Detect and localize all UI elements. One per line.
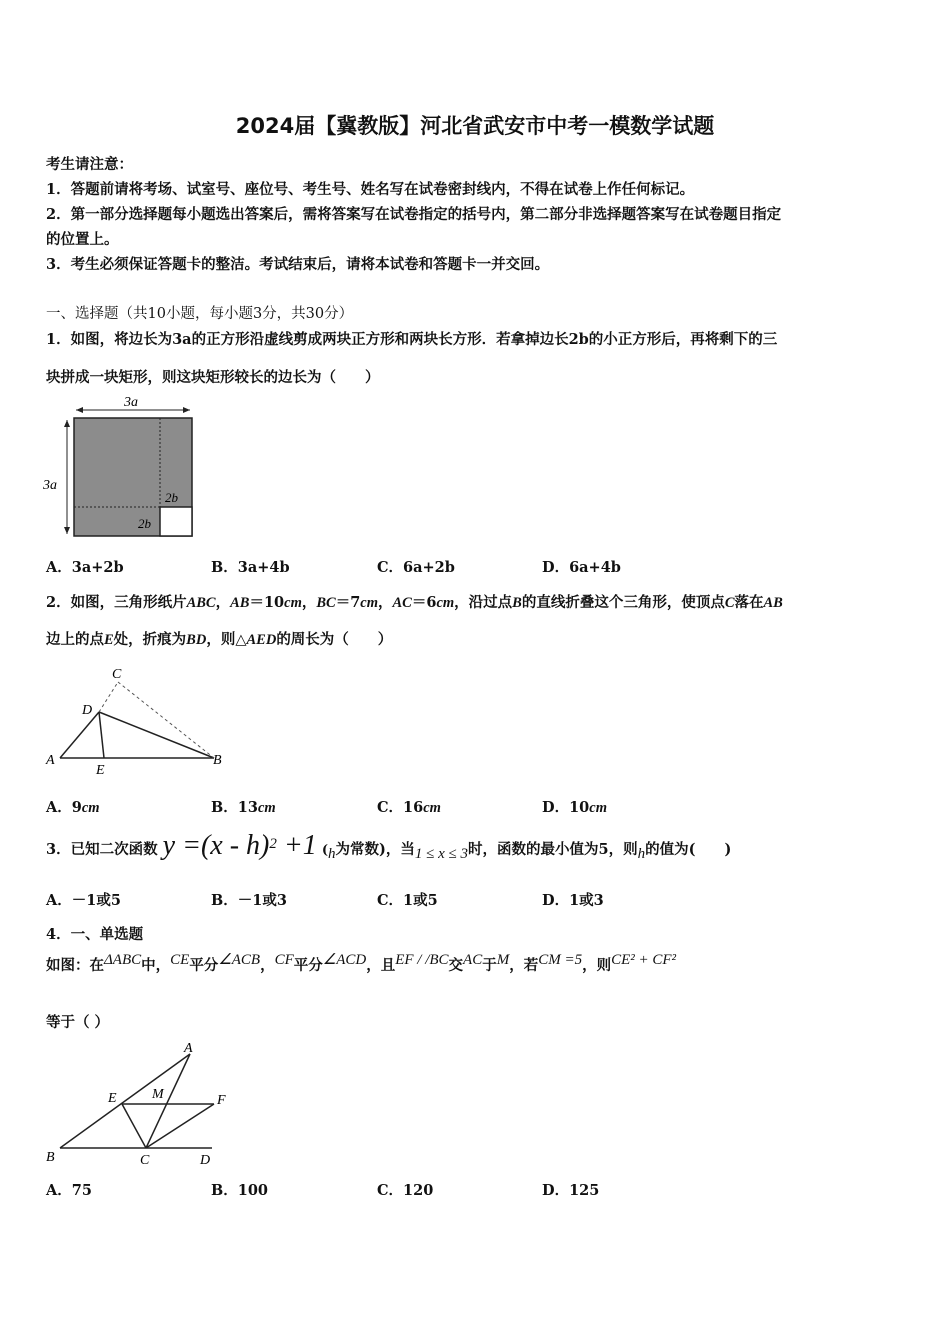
notice-item-3: 3．考生必须保证答题卡的整洁。考试结束后，请将本试卷和答题卡一并交回。 bbox=[46, 256, 550, 273]
q2-var: AB bbox=[763, 595, 783, 611]
side-ad bbox=[60, 712, 99, 758]
label-c: C bbox=[140, 1153, 150, 1168]
dashed-cb bbox=[118, 682, 214, 758]
q2-option-a[interactable] bbox=[46, 796, 100, 817]
label-a: A bbox=[184, 1041, 193, 1056]
q1-square-figure bbox=[40, 392, 210, 544]
q2-text: 处，折痕为 bbox=[113, 631, 187, 648]
q4-text: ，若 bbox=[509, 956, 539, 974]
label-2b-bottom: 2b bbox=[138, 516, 151, 531]
dashed-dc bbox=[99, 682, 118, 712]
q3-formula: y =(x - h) bbox=[162, 830, 270, 861]
q4-text: ， bbox=[260, 956, 275, 974]
q4-math: ΔABC bbox=[104, 952, 142, 968]
label-d: D bbox=[200, 1153, 211, 1168]
q1-option-d[interactable]: D．6a+4b bbox=[542, 559, 621, 576]
q3-formula-plus: +1 bbox=[276, 830, 317, 861]
q1-option-b[interactable]: B．3a+4b bbox=[211, 559, 290, 576]
label-left-3a: 3a bbox=[43, 478, 57, 493]
label-c: C bbox=[112, 667, 122, 682]
q4-math: ∠ACD bbox=[322, 952, 367, 968]
q3-option-b[interactable]: B．－1或3 bbox=[211, 892, 287, 909]
q2-text: 边上的点 bbox=[46, 631, 104, 648]
notice-heading: 考生请注意： bbox=[46, 156, 133, 173]
q2-option-c-unit: cm bbox=[423, 800, 441, 816]
q2-var: BC bbox=[316, 595, 336, 611]
q2-var: B bbox=[512, 595, 522, 611]
q2-option-b[interactable] bbox=[211, 796, 276, 817]
q4-math: AC bbox=[463, 952, 483, 968]
q2-text: 的直线折叠这个三角形，使顶点 bbox=[521, 594, 725, 611]
q3-option-a[interactable]: A．－1或5 bbox=[46, 892, 121, 909]
label-e: E bbox=[96, 763, 105, 778]
q4-heading: 4．一、单选题 bbox=[46, 926, 144, 943]
q2-text: ＝6 bbox=[411, 594, 437, 611]
q3-range: 1 ≤ x ≤ 3 bbox=[414, 845, 469, 862]
q2-option-d-value: D．10 bbox=[542, 799, 590, 816]
q1-option-c[interactable]: C．6a+2b bbox=[377, 559, 455, 576]
q2-unit: cm bbox=[284, 595, 302, 611]
q2-var: C bbox=[724, 595, 735, 611]
removed-small-square bbox=[160, 507, 192, 536]
notice-item-2: 2．第一部分选择题每小题选出答案后，需将答案写在试卷指定的括号内，第二部分非选择题答案写在试卷题目指定 bbox=[46, 206, 782, 223]
label-2b-right: 2b bbox=[165, 490, 178, 505]
label-b: B bbox=[213, 753, 222, 768]
q3-text: 的值为( ) bbox=[645, 841, 732, 858]
q2-text: 2．如图，三角形纸片 bbox=[46, 594, 187, 611]
notice-item-2-cont: 的位置上。 bbox=[46, 231, 119, 248]
q3-text: 时，函数的最小值为5，则 bbox=[468, 841, 638, 858]
q3-var-h: h bbox=[328, 845, 336, 862]
q2-text: 的周长为（ ） bbox=[276, 631, 393, 648]
q4-option-a[interactable]: A．75 bbox=[46, 1182, 92, 1199]
q2-stem-line1 bbox=[46, 591, 783, 612]
q4-geometry-figure bbox=[42, 1038, 238, 1170]
q4-option-d[interactable]: D．125 bbox=[542, 1182, 600, 1199]
q4-math: CE bbox=[170, 952, 190, 968]
q2-text: ， bbox=[301, 594, 317, 611]
q2-var: BD bbox=[186, 632, 207, 648]
q2-text: ＝10 bbox=[249, 594, 285, 611]
q2-text: ＝7 bbox=[335, 594, 361, 611]
q4-math: CM =5 bbox=[538, 952, 583, 968]
label-d: D bbox=[82, 703, 93, 718]
q3-var-h: h bbox=[637, 845, 646, 862]
q4-text: 如图：在 bbox=[46, 956, 104, 974]
q1-option-a[interactable]: A．3a+2b bbox=[46, 559, 124, 576]
q2-text: ， bbox=[378, 594, 393, 611]
q4-text: ，且 bbox=[366, 956, 396, 974]
q2-option-d[interactable] bbox=[542, 796, 607, 817]
q2-option-c[interactable] bbox=[377, 796, 441, 817]
q4-option-c[interactable]: C．120 bbox=[377, 1182, 434, 1199]
q4-math: ∠ACB bbox=[218, 952, 261, 968]
q4-math: M bbox=[496, 952, 510, 968]
q4-stem-line1 bbox=[46, 950, 676, 975]
label-a: A bbox=[46, 753, 55, 768]
q2-text: ，沿过点 bbox=[454, 594, 513, 611]
q4-text: 交 bbox=[448, 956, 464, 974]
q4-math: CE² + CF² bbox=[611, 952, 677, 968]
q2-unit: cm bbox=[360, 595, 379, 611]
q2-var: AB bbox=[230, 595, 250, 611]
q4-math: CF bbox=[274, 952, 294, 968]
q2-var: AC bbox=[392, 595, 412, 611]
q4-text: 于 bbox=[482, 956, 497, 974]
q2-option-b-value: B．13 bbox=[211, 799, 258, 816]
q3-option-d[interactable]: D．1或3 bbox=[542, 892, 604, 909]
q4-text: 平分 bbox=[189, 956, 219, 974]
fold-line-bd bbox=[99, 712, 214, 758]
q2-option-b-unit: cm bbox=[257, 800, 276, 816]
q1-stem-line2: 块拼成一块矩形，则这块矩形较长的边长为（ ） bbox=[46, 369, 380, 386]
q4-option-b[interactable]: B．100 bbox=[211, 1182, 269, 1199]
q2-option-a-unit: cm bbox=[81, 800, 100, 816]
label-m: M bbox=[152, 1087, 164, 1102]
label-e: E bbox=[108, 1091, 117, 1106]
q2-option-d-unit: cm bbox=[589, 800, 607, 816]
q3-exponent: 2 bbox=[269, 836, 277, 853]
q4-text: ，则 bbox=[582, 956, 612, 974]
q3-text: 3．已知二次函数 bbox=[46, 841, 158, 858]
q2-text: 落在 bbox=[734, 594, 764, 611]
label-top-3a: 3a bbox=[124, 395, 138, 410]
label-b: B bbox=[46, 1150, 55, 1165]
notice-item-1: 1．答题前请将考场、试室号、座位号、考生号、姓名写在试卷密封线内，不得在试卷上作任何标记。 bbox=[46, 181, 695, 198]
q2-var: AED bbox=[246, 632, 277, 648]
q2-option-a-value: A．9 bbox=[46, 799, 82, 816]
q4-text: 平分 bbox=[293, 956, 323, 974]
q1-stem-line1: 1．如图，将边长为3a的正方形沿虚线剪成两块正方形和两块长方形．若拿掉边长2b的小正方形后，再将剩下的三 bbox=[46, 331, 778, 348]
q3-stem: 3．已知二次函数 y =(x - h)$^2$ +1 ($_h$为常数)，当$_{1 \le x \le 3}$时，函数的最小值为5，则$_h$的值为( ) bbox=[46, 830, 732, 862]
q4-stem-line2: 等于（ ） bbox=[46, 1014, 110, 1031]
q2-unit: cm bbox=[436, 595, 455, 611]
q2-option-c-value: C．16 bbox=[377, 799, 424, 816]
label-f: F bbox=[217, 1093, 226, 1108]
q3-option-c[interactable]: C．1或5 bbox=[377, 892, 438, 909]
q4-math: EF / /BC bbox=[395, 952, 449, 968]
q2-text: ，则△ bbox=[206, 631, 247, 648]
q2-triangle-figure bbox=[42, 660, 228, 780]
q2-text: ， bbox=[215, 594, 231, 611]
section-heading: 一、选择题（共10小题，每小题3分，共30分） bbox=[46, 306, 354, 322]
q3-text: 为常数)，当 bbox=[335, 841, 415, 858]
segment-de bbox=[99, 712, 104, 758]
q2-stem-line2 bbox=[46, 628, 392, 649]
line-ba bbox=[60, 1054, 190, 1148]
q2-var: ABC bbox=[186, 595, 216, 611]
line-ce bbox=[122, 1104, 146, 1148]
q4-text: 中， bbox=[141, 956, 171, 974]
page-title: 2024届【冀教版】河北省武安市中考一模数学试题 bbox=[235, 114, 715, 138]
q2-var: E bbox=[104, 632, 114, 648]
